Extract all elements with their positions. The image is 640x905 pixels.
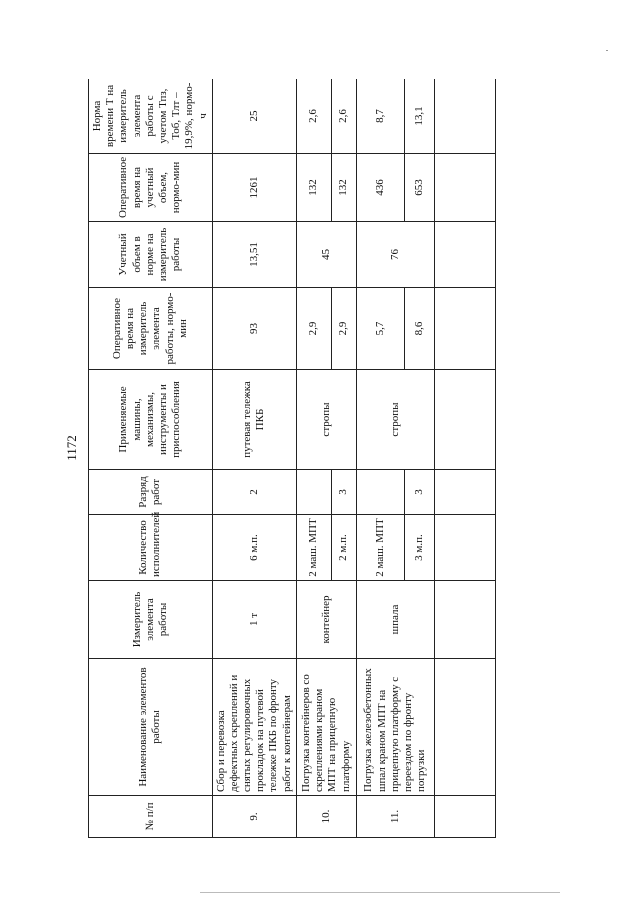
row10-num: 10. bbox=[296, 796, 356, 838]
header-row bbox=[89, 79, 213, 838]
table-row bbox=[296, 79, 331, 838]
header-meter: Измеритель элемента работы bbox=[89, 581, 213, 659]
table-row bbox=[356, 79, 404, 838]
row11-norm-b: 13,1 bbox=[404, 79, 434, 154]
header-num: № п/п bbox=[89, 796, 213, 838]
row9-num: 9. bbox=[212, 796, 296, 838]
row11-op-volume-a: 436 bbox=[356, 154, 404, 222]
row11-op-time-b: 8,6 bbox=[404, 288, 434, 370]
header-name: Наименование элементов работы bbox=[89, 659, 213, 796]
row11-grade-b: 3 bbox=[404, 470, 434, 515]
row11-grade-a bbox=[356, 470, 404, 515]
header-volume: Учетный объем в норме на измеритель работы bbox=[89, 222, 213, 288]
row11-workers-b: 3 м.п. bbox=[404, 515, 434, 581]
row11-volume: 76 bbox=[356, 222, 434, 288]
row10-name: Погрузка контейнеров со скреплениями краном МПТ на прицепную платформу bbox=[296, 659, 356, 796]
row10-op-time-b: 2,9 bbox=[331, 288, 356, 370]
rotated-table-container bbox=[88, 79, 496, 838]
row9-op-volume: 1261 bbox=[212, 154, 296, 222]
header-machines: Применяемые машины, механизмы, инструменты и приспособления bbox=[89, 370, 213, 470]
row9-workers: 6 м.п. bbox=[212, 515, 296, 581]
header-grade: Разряд работ bbox=[89, 470, 213, 515]
row9-name: Сбор и перевозка дефектных скреплений и снятых регулировочных прокладок на путевой тележке ПКБ по фронту работ к контейнерам bbox=[212, 659, 296, 796]
empty-cell bbox=[434, 154, 495, 222]
empty-cell bbox=[434, 796, 495, 838]
table-row bbox=[212, 79, 296, 838]
row11-meter: шпала bbox=[356, 581, 434, 659]
row10-op-time-a: 2,9 bbox=[296, 288, 331, 370]
row9-grade: 2 bbox=[212, 470, 296, 515]
empty-cell bbox=[434, 659, 495, 796]
row11-num: 11. bbox=[356, 796, 434, 838]
row11-norm-a: 8,7 bbox=[356, 79, 404, 154]
row11-name: Погрузка железобетонных шпал краном МПТ на прицепную платформу с переездом по фронту погрузки bbox=[356, 659, 434, 796]
row10-workers-a: 2 маш. МПТ bbox=[296, 515, 331, 581]
page-number: 1172 bbox=[64, 435, 79, 461]
row11-op-volume-b: 653 bbox=[404, 154, 434, 222]
row10-grade-a bbox=[296, 470, 331, 515]
row11-workers-a: 2 маш. МПТ bbox=[356, 515, 404, 581]
scan-edge-line bbox=[200, 892, 560, 893]
empty-cell bbox=[434, 470, 495, 515]
table-tail-row bbox=[434, 79, 495, 838]
header-workers: Количество исполнителей bbox=[89, 515, 213, 581]
row10-machines: стропы bbox=[296, 370, 356, 470]
empty-cell bbox=[434, 79, 495, 154]
row10-workers-b: 2 м.п. bbox=[331, 515, 356, 581]
empty-cell bbox=[434, 288, 495, 370]
empty-cell bbox=[434, 515, 495, 581]
empty-cell bbox=[434, 370, 495, 470]
empty-cell bbox=[434, 222, 495, 288]
row9-norm: 25 bbox=[212, 79, 296, 154]
scan-mark bbox=[606, 50, 608, 51]
row11-machines: стропы bbox=[356, 370, 434, 470]
row11-op-time-a: 5,7 bbox=[356, 288, 404, 370]
row10-norm-b: 2,6 bbox=[331, 79, 356, 154]
row10-meter: контейнер bbox=[296, 581, 356, 659]
row10-op-volume-a: 132 bbox=[296, 154, 331, 222]
header-op-volume: Оперативное время на учетный объем, нормо-мин bbox=[89, 154, 213, 222]
row9-meter: 1 т bbox=[212, 581, 296, 659]
header-op-time: Оперативное время на измеритель элемента работы, нормо-мин bbox=[89, 288, 213, 370]
row10-norm-a: 2,6 bbox=[296, 79, 331, 154]
empty-cell bbox=[434, 581, 495, 659]
row9-machines: путевая тележка ПКБ bbox=[212, 370, 296, 470]
row10-volume: 45 bbox=[296, 222, 356, 288]
header-norm: Норма времени Т на измеритель элемента работы с учетом Тпз, Тоб, Тлт – 19,9%, нормо-ч bbox=[89, 79, 213, 154]
norms-table bbox=[88, 79, 496, 838]
row9-op-time: 93 bbox=[212, 288, 296, 370]
row10-grade-b: 3 bbox=[331, 470, 356, 515]
row9-volume: 13,51 bbox=[212, 222, 296, 288]
row10-op-volume-b: 132 bbox=[331, 154, 356, 222]
norms-table-frame bbox=[88, 79, 496, 838]
